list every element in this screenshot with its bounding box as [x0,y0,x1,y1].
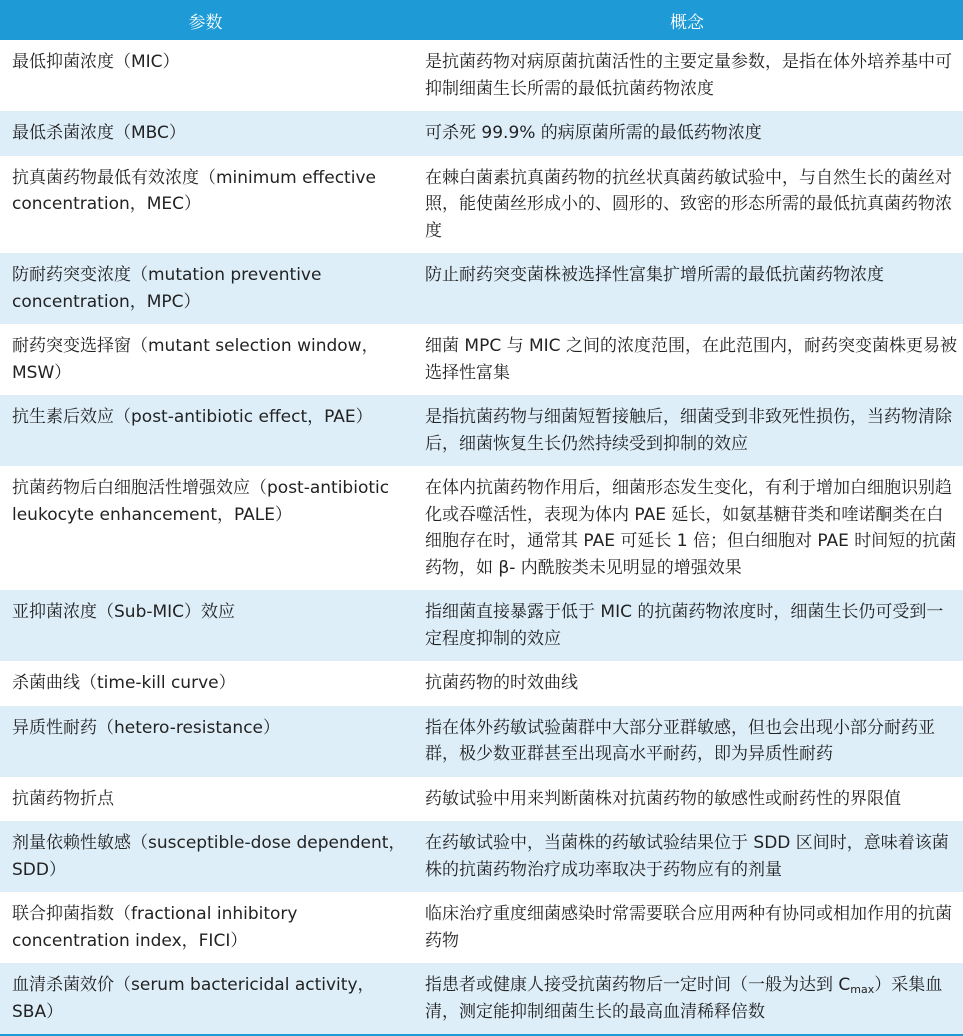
param-cell: 亚抑菌浓度（Sub-MIC）效应 [0,590,411,661]
concept-cell: 临床治疗重度细菌感染时常需要联合应用两种有协同或相加作用的抗菌药物 [411,892,963,963]
param-cell: 防耐药突变浓度（mutation preventive concentration，MPC） [0,253,411,324]
table-row [0,661,963,706]
header-concept: 概念 [411,0,963,40]
table-row [0,892,963,963]
param-cell: 异质性耐药（hetero-resistance） [0,706,411,777]
concept-cell: 抗菌药物的时效曲线 [411,661,963,706]
param-cell: 最低杀菌浓度（MBC） [0,111,411,156]
table-row [0,156,963,254]
concept-cell: 在棘白菌素抗真菌药物的抗丝状真菌药敏试验中，与自然生长的菌丝对照，能使菌丝形成小的、圆形的、致密的形态所需的最低抗真菌药物浓度 [411,156,963,254]
table-row [0,40,963,111]
cmax-subscript: max [850,983,875,996]
table-row [0,777,963,822]
table-row [0,590,963,661]
table-row [0,253,963,324]
table-row [0,821,963,892]
param-cell: 耐药突变选择窗（mutant selection window，MSW） [0,324,411,395]
concept-cell: 指细菌直接暴露于低于 MIC 的抗菌药物浓度时，细菌生长仍可受到一定程度抑制的效应 [411,590,963,661]
table-row [0,111,963,156]
param-cell: 剂量依赖性敏感（susceptible-dose dependent，SDD） [0,821,411,892]
concept-cell: 细菌 MPC 与 MIC 之间的浓度范围，在此范围内，耐药突变菌株更易被选择性富集 [411,324,963,395]
header-param: 参数 [0,0,411,40]
concept-cell: 药敏试验中用来判断菌株对抗菌药物的敏感性或耐药性的界限值 [411,777,963,822]
param-cell: 联合抑菌指数（fractional inhibitory concentration index，FICI） [0,892,411,963]
table-body [0,40,963,1035]
table-row [0,466,963,590]
table-header [0,0,963,40]
param-cell: 抗菌药物后白细胞活性增强效应（post-antibiotic leukocyte enhancement，PALE） [0,466,411,590]
concept-cell: 在药敏试验中，当菌株的药敏试验结果位于 SDD 区间时，意味着该菌株的抗菌药物治疗成功率取决于药物应有的剂量 [411,821,963,892]
concept-cell: 指在体外药敏试验菌群中大部分亚群敏感，但也会出现小部分耐药亚群，极少数亚群甚至出现高水平耐药，即为异质性耐药 [411,706,963,777]
concept-text-post: ）采集血清，测定能抑制细菌生长的最高血清稀释倍数 [425,975,943,1022]
concept-cell [411,963,963,1035]
param-cell: 最低抑菌浓度（MIC） [0,40,411,111]
concept-cell: 在体内抗菌药物作用后，细菌形态发生变化，有利于增加白细胞识别趋化或吞噬活性，表现为体内 PAE 延长，如氨基糖苷类和喹诺酮类在白细胞存在时，通常其 PAE 可延长 1 倍；但白细胞对 PAE 时间短的抗菌药物，如 β- 内酰胺类未见明显的增强效果 [411,466,963,590]
concept-cell: 是指抗菌药物与细菌短暂接触后，细菌受到非致死性损伤，当药物清除后，细菌恢复生长仍然持续受到抑制的效应 [411,395,963,466]
param-cell: 抗生素后效应（post-antibiotic effect，PAE） [0,395,411,466]
table-row [0,324,963,395]
table-row [0,706,963,777]
param-cell: 杀菌曲线（time-kill curve） [0,661,411,706]
param-cell: 抗真菌药物最低有效浓度（minimum effective concentration，MEC） [0,156,411,254]
param-cell: 血清杀菌效价（serum bactericidal activity，SBA） [0,963,411,1035]
param-cell: 抗菌药物折点 [0,777,411,822]
concept-cell: 防止耐药突变菌株被选择性富集扩增所需的最低抗菌药物浓度 [411,253,963,324]
table-row [0,963,963,1035]
concept-cell: 是抗菌药物对病原菌抗菌活性的主要定量参数，是指在体外培养基中可抑制细菌生长所需的最低抗菌药物浓度 [411,40,963,111]
concept-cell: 可杀死 99.9% 的病原菌所需的最低药物浓度 [411,111,963,156]
table-row [0,395,963,466]
concept-text-pre: 指患者或健康人接受抗菌药物后一定时间（一般为达到 C [425,975,851,995]
header-row [0,0,963,40]
